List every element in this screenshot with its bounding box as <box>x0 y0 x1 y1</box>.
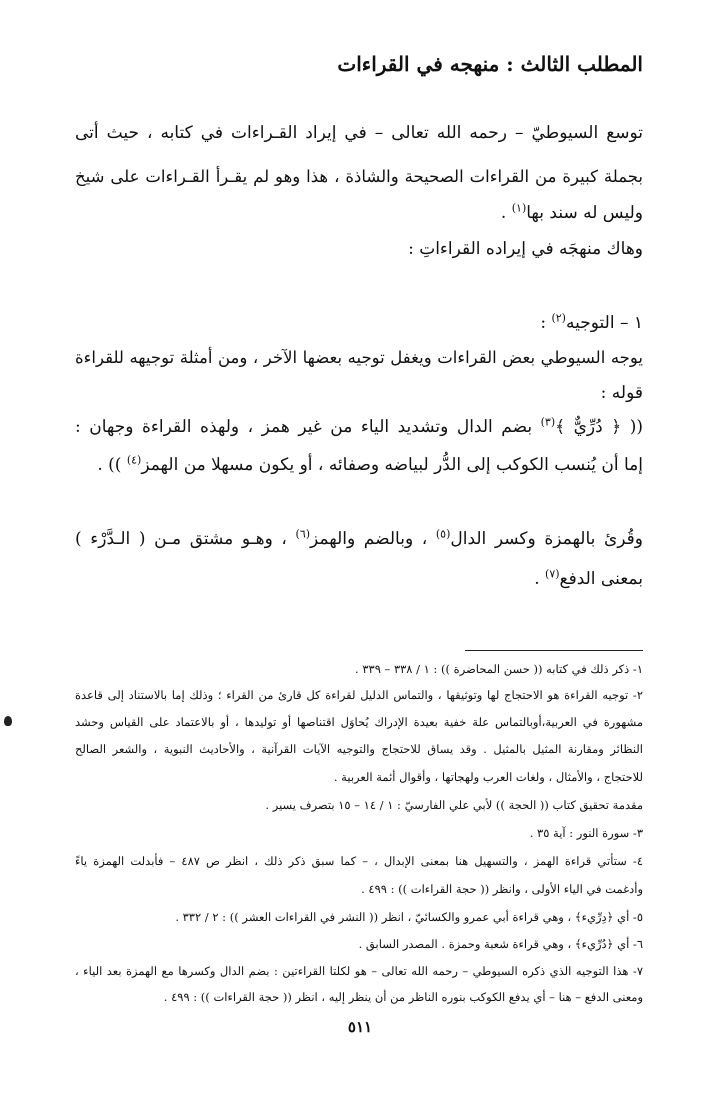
quote-line-1-rest: بضم الدال وتشديد الياء من غير همز ، ولهذه القراءة وجهان : <box>75 417 541 437</box>
body-line-4: وهاك منهجَه في إيراده القراءاتِ : <box>408 239 643 259</box>
footnote-4-line-1: ٤- ستأتي قراءة الهمز ، والتسهيل هنا بمعنى الإبدال ، – كما سبق ذكر ذلك ، انظر ص ٤٨٧ – فأبدلت الهمزة ياءً <box>75 854 643 868</box>
footnote-ref-3: (٣) <box>540 415 556 429</box>
body-line-5: يوجه السيوطي بعض القراءات ويغفل توجيه بعضها الآخر ، ومن أمثلة توجيهه للقراءة <box>75 348 643 367</box>
body-line-3-end: . <box>500 203 512 223</box>
body-line-7 <box>75 526 643 552</box>
body-line-7-b: ، وبالضم والهمز <box>310 529 436 549</box>
footnote-separator <box>465 650 643 651</box>
body-line-6: قوله : <box>600 383 643 403</box>
footnote-ref-6: (٦) <box>295 527 311 541</box>
body-line-1: توسع السيوطيّ – رحمه الله تعالى – في إيراد القـراءات في كتابه ، حيث أتى <box>75 123 643 143</box>
body-line-8 <box>534 566 643 592</box>
subsection-title-end: : <box>540 313 552 333</box>
body-line-7-a: وقُرئ بالهمزة وكسر الدال <box>450 529 643 549</box>
footnote-2-line-5: مقدمة تحقيق كتاب (( الحجة )) لأبي علي الفارسيّ : ١ / ١٤ – ١٥ بتصرف يسير . <box>265 798 643 812</box>
body-line-7-c: ، وهـو مشتق مـن ( الـدَّرْء ) <box>75 529 296 549</box>
footnote-2-line-4: للاحتجاج ، والأمثال ، ولغات العرب ولهجاتها ، وأقوال أئمة العربية . <box>333 770 643 784</box>
footnote-7-line-2: ومعنى الدفع – هنا – أي يدفع الكوكب بنوره الناظر من أن ينظر إليه ، انظر (( حجة القراءات )) : ٤٩٩ . <box>163 990 643 1004</box>
body-line-3 <box>501 200 643 226</box>
quote-line-2-text: إما أن يُنسب الكوكب إلى الدُّر لبياضه وصفائه ، أو يكون مسهلا من الهمز <box>141 455 643 475</box>
footnote-ref-4: (٤) <box>126 453 142 467</box>
footnote-1: ١- ذكر ذلك في كتابه (( حسن المحاضرة )) : ١ / ٣٣٨ – ٣٣٩ . <box>355 662 643 676</box>
quote-line-2 <box>97 452 643 478</box>
quote-line-1 <box>75 414 643 440</box>
footnote-2-line-1: ٢- توجيه القراءة هو الاحتجاج لها وتوثيقها ، والتماس الدليل لقراءة كل قارئ من القراء ؛ وذلك إما بالاستناد إلى قاعدة <box>75 688 643 702</box>
body-line-2: بجملة كبيرة من القراءات الصحيحة والشاذة ، هذا وهو لم يقـرأ القـراءات على شيخ <box>75 167 643 186</box>
subsection-title-text: ١ – التوجيه <box>565 313 643 333</box>
footnote-2-line-3: النظائر ومقارنة المثيل بالمثيل . وقد يساق للاحتجاج والتوجيه الآيات القرآنية ، والأحاديث النبوية ، والشعر الصالح <box>75 742 643 756</box>
quote-word: (( ﴿ دُرِّيٌّ ﴾ <box>555 417 643 437</box>
footnote-ref-1: (١) <box>511 201 527 215</box>
footnote-ref-2: (٢) <box>551 311 566 325</box>
quote-line-2-end: )) . <box>97 455 127 475</box>
section-heading: المطلب الثالث : منهجه في القراءات <box>337 52 643 76</box>
footnote-6: ٦- أي ﴿دُرِّيء﴾ ، وهي قراءة شعبة وحمزة . المصدر السابق . <box>358 937 643 951</box>
footnote-ref-7: (٧) <box>545 567 560 581</box>
footnote-2-line-2: مشهورة في العربية،أوبالتماس علة خفية بعيدة الإدراك يُحاوَل اقتناصها أو توليدها ، أو بالاعتماد على القياس وحشد <box>75 715 643 729</box>
ink-mark <box>4 716 12 726</box>
footnote-5: ٥- أي ﴿دِرِّيء﴾ ، وهي قراءة أبي عمرو والكسائيّ ، انظر (( النشر في القراءات العشر )) : ٢ / ٣٣٢ . <box>175 910 643 924</box>
body-line-8-text: بمعنى الدفع <box>559 569 643 589</box>
footnote-4-line-2: وأدغمت في الياء الأولى ، وانظر (( حجة القراءات )) : ٤٩٩ . <box>361 882 643 896</box>
footnote-7-line-1: ٧- هذا التوجيه الذي ذكره السيوطي – رحمه الله تعالى – هو لكلتا القراءتين : بضم الدال وكسرها مع الهمزة بعد الياء ، <box>75 964 643 978</box>
body-line-8-end: . <box>534 569 546 589</box>
footnote-ref-5: (٥) <box>435 527 451 541</box>
body-line-3-text: وليس له سند بها <box>526 203 643 223</box>
footnote-3: ٣- سورة النور : آية ٣٥ . <box>529 826 643 840</box>
subsection-title <box>540 310 643 336</box>
page-number: ٥١١ <box>347 1018 373 1036</box>
